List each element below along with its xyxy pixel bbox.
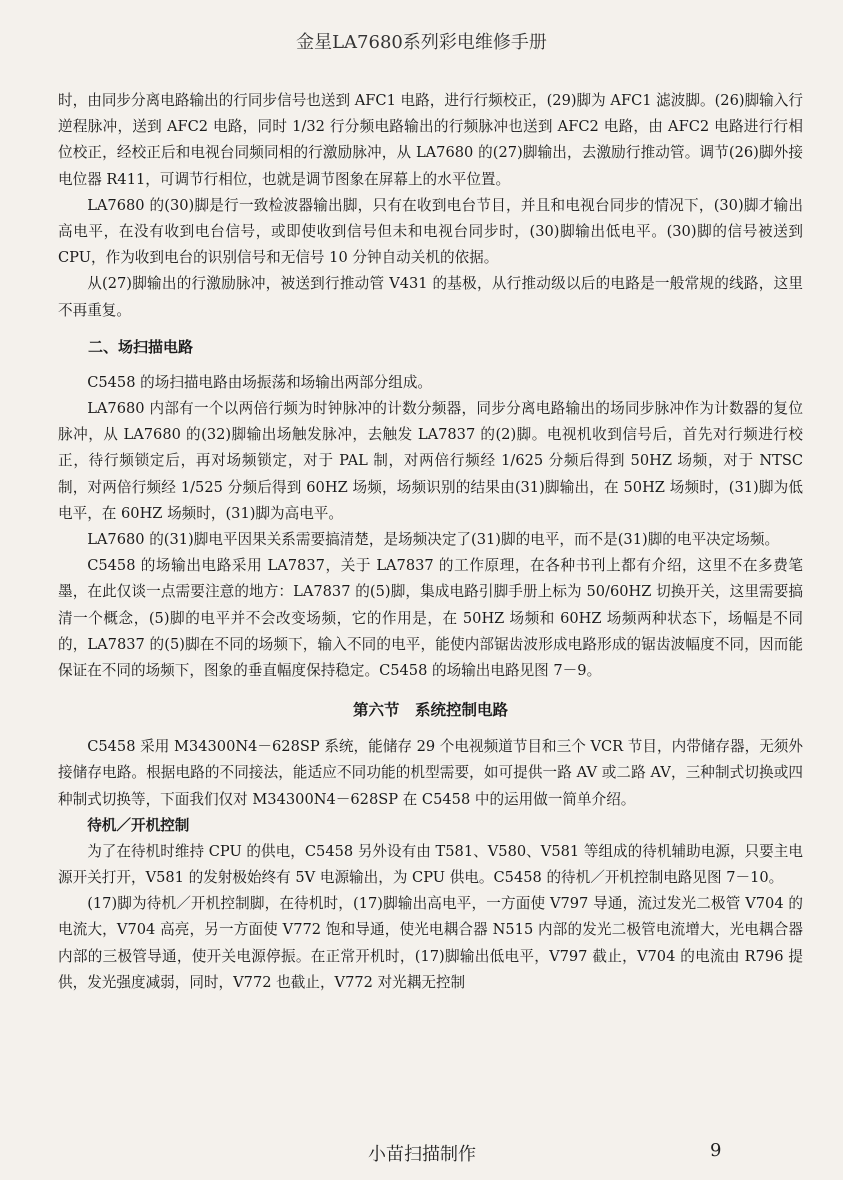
paragraph: 从(27)脚输出的行激励脉冲，被送到行推动管 V431 的基极，从行推动级以后的电路是一般常规的线路，这里不再重复。 <box>58 275 803 319</box>
paragraph: LA7680 的(31)脚电平因果关系需要搞清楚，是场频决定了(31)脚的电平，而不是(31)脚的电平决定场频。 <box>87 531 780 549</box>
paragraph: (17)脚为待机／开机控制脚，在待机时，(17)脚输出高电平，一方面使 V797 导通，流过发光二极管 V704 的电流大，V704 高亮，另一方面使 V772 饱和导通，使光电耦合器 N515 内部的发光二极管电流增大，光电耦合器内部的三极管导通，使开关电源停振。在正常开机时，(17)脚输出低电平，V797 截止，V704 的电流由 R796 提供，发光强度减弱，同时，V772 也截止，V772 对光耦无控制 <box>58 895 803 991</box>
paragraph: C5458 采用 M34300N4－628SP 系统，能储存 29 个电视频道节目和三个 VCR 节目，内带储存器，无须外接储存电路。根据电路的不同接法，能适应不同功能的机型需要，如可提供一路 AV 或二路 AV，三种制式切换或四种制式切换等，下面我们仅对 M34300N4－628SP 在 C5458 中的运用做一简单介绍。 <box>58 738 803 808</box>
paragraph: LA7680 内部有一个以两倍行频为时钟脉冲的计数分频器，同步分离电路输出的场同步脉冲作为计数器的复位脉冲，从 LA7680 的(32)脚输出场触发脉冲，去触发 LA7837 的(2)脚。电视机收到信号后，首先对行频进行校正，待行频锁定后，再对场频锁定，对于 PAL 制，对两倍行频经 1/625 分频后得到 50HZ 场频，对于 NTSC 制，对两倍行频经 1/525 分频后得到 60HZ 场频，场频识别的结果由(31)脚输出，在 50HZ 场频时，(31)脚为低电平，在 60HZ 场频时，(31)脚为高电平。 <box>58 400 803 522</box>
paragraph: LA7680 的(30)脚是行一致检波器输出脚，只有在收到电台节目，并且和电视台同步的情况下，(30)脚才输出高电平，在没有收到电台信号，或即使收到信号但未和电视台同步时，(30)脚输出低电平。(30)脚的信号被送到 CPU，作为收到电台的识别信号和无信号 10 分钟自动关机的依据。 <box>58 196 803 267</box>
body-text <box>58 88 803 996</box>
paragraph: 为了在待机时维持 CPU 的供电，C5458 另外设有由 T581、V580、V581 等组成的待机辅助电源，只要主电源开关打开，V581 的发射极始终有 5V 电源输出，为 CPU 供电。C5458 的待机／开机控制电路见图 7－10。 <box>58 842 803 887</box>
paragraph-continuation: 时，由同步分离电路输出的行同步信号也送到 AFC1 电路，进行行频校正，(29)脚为 AFC1 滤波脚。(26)脚输入行逆程脉冲，送到 AFC2 电路，同时 1/32 行分频电路输出的行频脉冲也送到 AFC2 电路，由 AFC2 电路进行行相位校正，经校正后和电视台同频同相的行激励脉冲，从 LA7680 的(27)脚输出，去激励行推动管。调节(26)脚外接电位器 R411，可调节行相位，也就是调节图象在屏幕上的水平位置。 <box>58 92 803 188</box>
page-number: 9 <box>710 1140 722 1161</box>
paragraph: C5458 的场输出电路采用 LA7837，关于 LA7837 的工作原理，在各种书刊上都有介绍，这里不在多费笔墨，在此仅谈一点需要注意的地方：LA7837 的(5)脚，集成电路引脚手册上标为 50/60HZ 切换开关，这里需要搞清一个概念，(5)脚的电平并不会改变场频，它的作用是，在 50HZ 场频和 60HZ 场频两种状态下，场幅是不同的，LA7837 的(5)脚在不同的场频下，输入不同的电平，能使内部锯齿波形成电路形成的锯齿波幅度不同，因而能保证在不同的场频下，图象的垂直幅度保持稳定。C5458 的场输出电路见图 7－9。 <box>58 557 803 680</box>
subsection-heading: 二、场扫描电路 <box>88 337 194 356</box>
running-header: 金星LA7680系列彩电维修手册 <box>296 32 547 53</box>
paragraph: C5458 的场扫描电路由场振荡和场输出两部分组成。 <box>87 373 433 391</box>
section-title: 第六节 系统控制电路 <box>352 701 508 720</box>
minor-heading: 待机／开机控制 <box>87 816 190 834</box>
scan-credit: 小苗扫描制作 <box>368 1144 476 1165</box>
